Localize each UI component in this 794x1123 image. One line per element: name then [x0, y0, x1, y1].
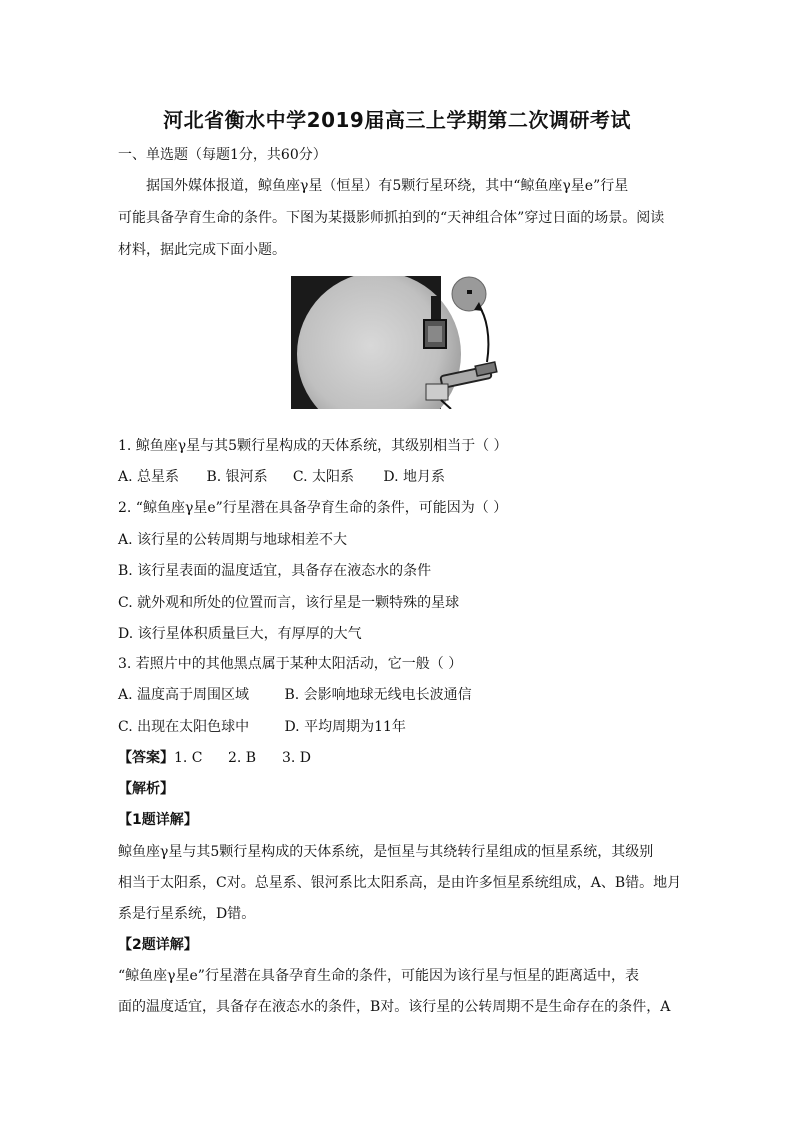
analysis-label: 【解析】	[118, 781, 174, 797]
q2-stem: 2. “鲸鱼座γ星e”行星潜在具备孕育生命的条件，可能因为（ ）	[118, 500, 508, 516]
detail2-label: 【2题详解】	[118, 937, 198, 953]
q2-option-b[interactable]: B. 该行星表面的温度适宜，具备存在液态水的条件	[118, 563, 432, 579]
q2-option-c[interactable]: C. 就外观和所处的位置而言，该行星是一颗特殊的星球	[118, 595, 460, 611]
q3-option-b[interactable]: B. 会影响地球无线电长波通信	[284, 687, 472, 703]
page-title: 河北省衡水中学2019届高三上学期第二次调研考试	[163, 108, 631, 132]
q3-stem: 3. 若照片中的其他黑点属于某种太阳活动，它一般（ ）	[118, 656, 463, 672]
section-heading: 一、单选题（每题1分，共60分）	[118, 147, 327, 163]
detail1-line-1: 鲸鱼座γ星与其5颗行星构成的天体系统，是恒星与其绕转行星组成的恒星系统，其级别	[118, 844, 654, 860]
passage-line-3: 材料，据此完成下面小题。	[118, 242, 286, 258]
q3-options-row2	[118, 717, 406, 737]
detail1-line-2: 相当于太阳系，C对。总星系、银河系比太阳系高，是由许多恒星系统组成，A、B错。地月	[118, 875, 682, 891]
passage-line-1: 据国外媒体报道，鲸鱼座γ星（恒星）有5颗行星环绕，其中“鲸鱼座γ星e”行星	[146, 178, 629, 194]
sun-transit-photo	[291, 276, 504, 409]
answer-1: 1. C	[174, 750, 203, 766]
answer-3: 3. D	[282, 750, 312, 766]
q3-option-c[interactable]: C. 出现在太阳色球中	[118, 719, 250, 735]
detail2-line-1: “鲸鱼座γ星e”行星潜在具备孕育生命的条件，可能因为该行星与恒星的距离适中，表	[118, 968, 639, 984]
q1-option-a[interactable]: A. 总星系	[118, 469, 180, 485]
detail1-label: 【1题详解】	[118, 812, 198, 828]
detail1-line-3: 系是行星系统，D错。	[118, 906, 256, 922]
passage-line-2: 可能具备孕育生命的条件。下图为某摄影师抓拍到的“天神组合体”穿过日面的场景。阅读	[118, 210, 665, 226]
q1-option-d[interactable]: D. 地月系	[383, 469, 445, 485]
q1-stem: 1. 鲸鱼座γ星与其5颗行星构成的天体系统，其级别相当于（ ）	[118, 438, 508, 454]
q2-option-d[interactable]: D. 该行星体积质量巨大，有厚厚的大气	[118, 626, 362, 642]
q3-options-row1	[118, 685, 472, 705]
q3-option-d[interactable]: D. 平均周期为11年	[284, 719, 406, 735]
detail2-line-2: 面的温度适宜，具备存在液态水的条件，B对。该行星的公转周期不是生命存在的条件，A	[118, 999, 671, 1015]
answer-label: 【答案】	[118, 750, 174, 766]
q2-option-a[interactable]: A. 该行星的公转周期与地球相差不大	[118, 532, 348, 548]
q1-option-c[interactable]: C. 太阳系	[292, 469, 355, 485]
q1-options	[118, 467, 445, 487]
answer-2: 2. B	[228, 750, 257, 766]
q1-option-b[interactable]: B. 银河系	[206, 469, 268, 485]
q3-option-a[interactable]: A. 温度高于周围区域	[118, 687, 250, 703]
answer-row	[118, 748, 311, 768]
